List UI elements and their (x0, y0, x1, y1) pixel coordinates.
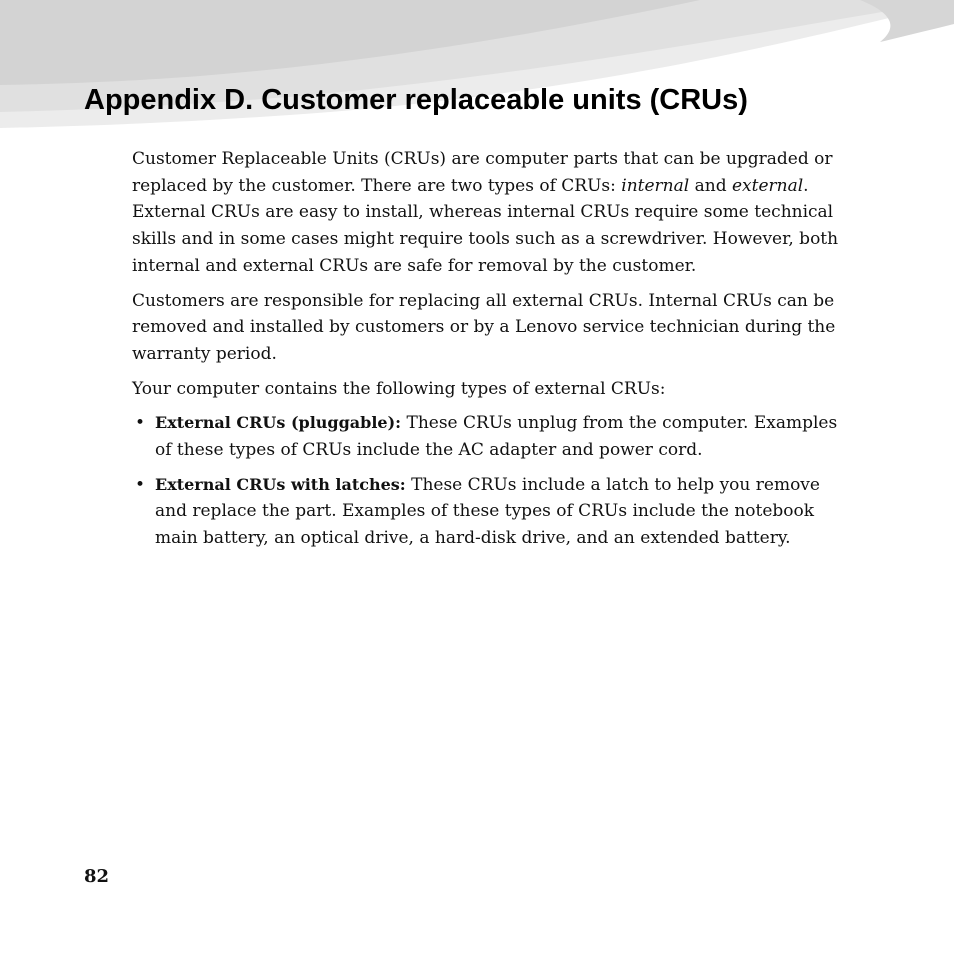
page-title: Appendix D. Customer replaceable units (CRUs) (84, 84, 748, 116)
intro-connector: and (689, 175, 732, 196)
bullet-icon: • (135, 474, 146, 495)
cru-types-list (132, 410, 842, 552)
page-number: 82 (84, 866, 110, 887)
responsibility-paragraph: Customers are responsible for replacing all external CRUs. Internal CRUs can be removed and installed by customers or by a Lenovo service technician during the warranty period. (132, 290, 836, 364)
intro-paragraph (132, 146, 842, 280)
body-content (132, 146, 842, 560)
term-external: external (731, 175, 804, 196)
list-item-text: These CRUs include a latch to help you remove and replace the part. Examples of these types of CRUs include the notebook main battery, an optical drive, a hard-disk drive, and an extended battery. (155, 474, 820, 549)
list-item-label: External CRUs (pluggable): (155, 413, 402, 433)
list-item-text: These CRUs unplug from the computer. Examples of these types of CRUs include the AC adapter and power cord. (155, 413, 838, 461)
list-item (132, 410, 842, 463)
types-intro-paragraph: Your computer contains the following types of external CRUs: (132, 378, 666, 399)
bullet-icon: • (135, 413, 146, 434)
list-item (132, 472, 842, 552)
list-item-label: External CRUs with latches: (155, 474, 406, 494)
intro-text: Customer Replaceable Units (CRUs) are computer parts that can be upgraded or replaced by the customer. There are two types of CRUs: (132, 149, 833, 196)
term-internal: internal (621, 175, 690, 196)
intro-text-continued: . External CRUs are easy to install, whereas internal CRUs require some technical skills and in some cases might require tools such as a screwdriver. However, both internal and external CRUs are safe for removal by the customer. (132, 175, 839, 276)
